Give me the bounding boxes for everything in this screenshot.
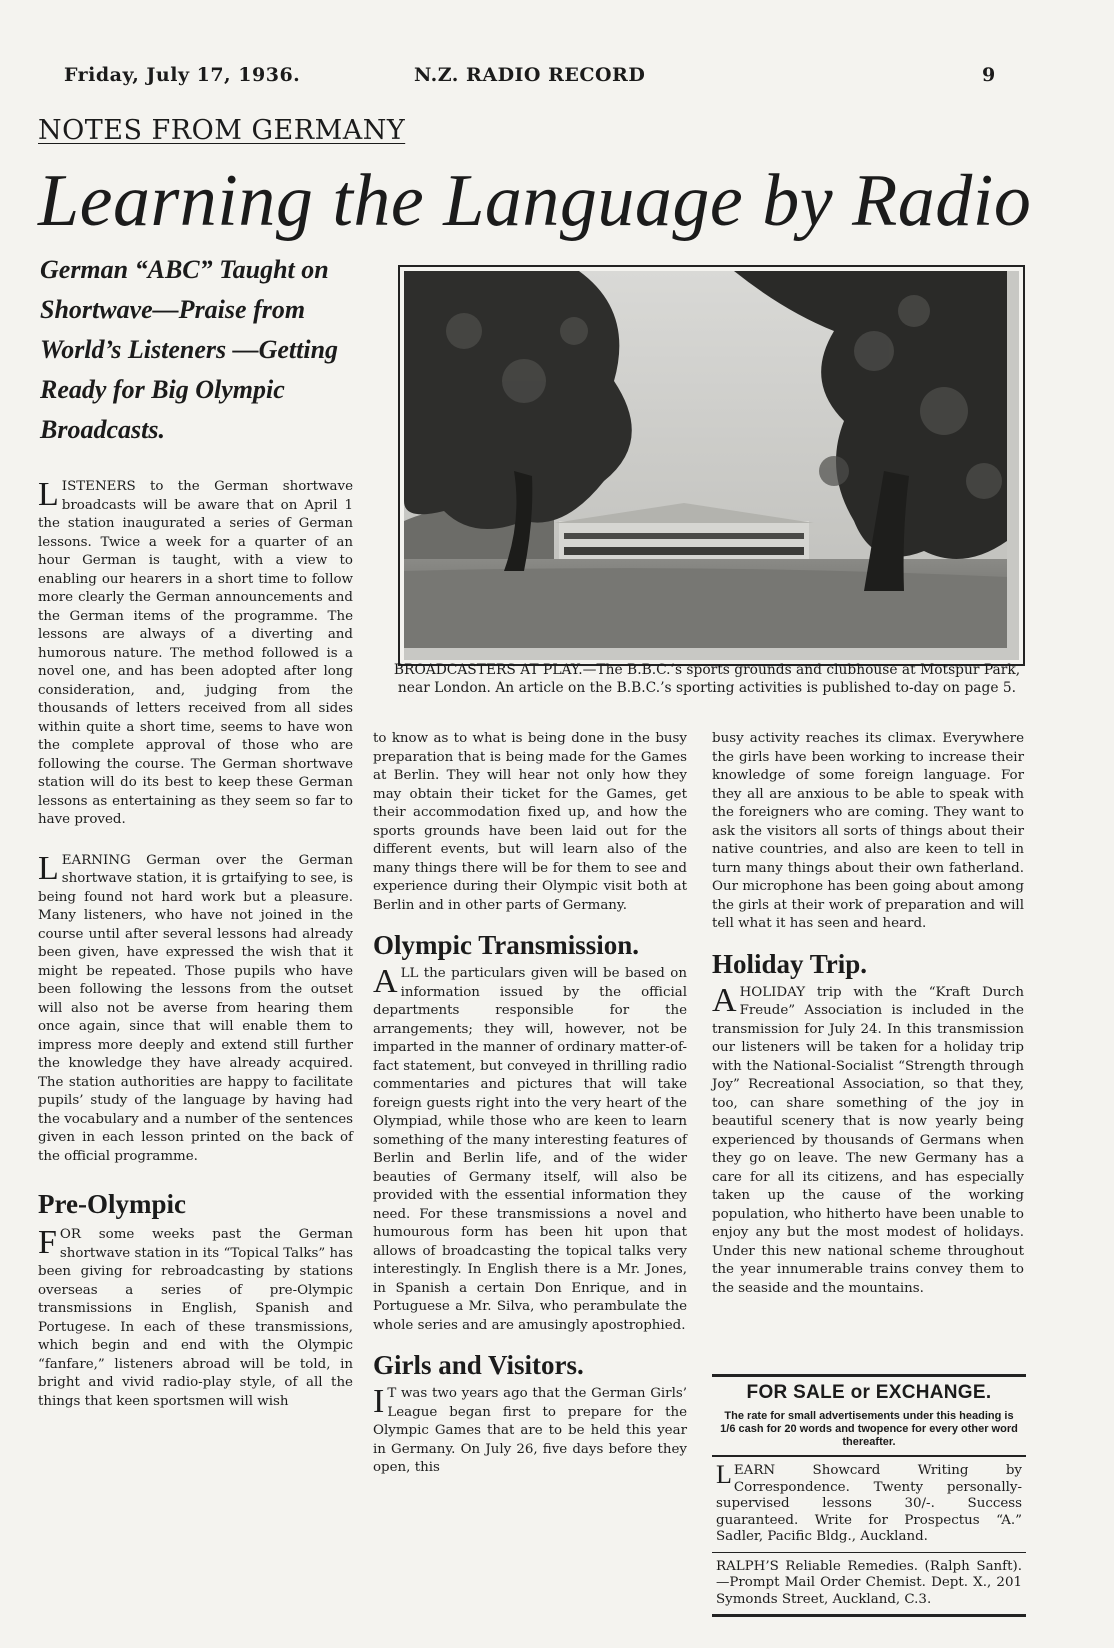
ad-text: EARN Showcard Writing by Correspondence. Twenty personally-supervised lessons 30/-. Success guaranteed. Write for Prospectus “A.” Sadler, Pacific Bldg., Auckland.: [716, 1463, 1022, 1544]
photo-frame: [398, 265, 1025, 666]
clubhouse-photo: [404, 271, 1019, 660]
column-3: [712, 730, 1024, 1298]
paragraph: busy activity reaches its climax. Everywhere the girls have been working to increase their knowledge of some foreign language. For they all are anxious to be able to speak with the foreigners who are coming. They want to ask the visitors all sorts of things about their native countries, and also are keen to tell in turn many things about their own fatherland. Our microphone has been going about among the girls at their work of preparation and will tell what it has seen and heard.: [712, 731, 1024, 931]
section-heading: Girls and Visitors.: [373, 1350, 584, 1380]
section-heading: Holiday Trip.: [712, 948, 868, 979]
headline: Learning the Language by Radio: [38, 160, 1032, 242]
section-kicker: NOTES FROM GERMANY: [38, 115, 406, 146]
paragraph: [38, 1226, 353, 1411]
caption-text: —The B.B.C.’s sports grounds and clubhouse at Motspur Park, near London. An article on the B.B.C.’s sporting activities is published to-day on page 5.: [397, 662, 1021, 696]
paragraph-text: HOLIDAY trip with the “Kraft Durch Freude” Association is included in the transmission for July 24. In this transmission our listeners will be taken for a holiday trip with the National-Socialist “Strength through Joy” Recreational Association, so that they, too, can share something of the joy in beautiful scenery that is now yearly being experienced by thousands of Germans when they go on leave. The new Germany has a care for all its citizens, and has especially taken up the cause of the working population, who hitherto have been unable to enjoy any but the most modest of holidays. Under this new national scheme throughout the year innumerable trains convey them to the seaside and the mountains.: [712, 984, 1024, 1296]
caption-lead: BROADCASTERS AT PLAY.: [393, 662, 583, 678]
column-1: [38, 478, 353, 1411]
paragraph: [373, 965, 687, 1335]
classifieds-rates: The rate for small advertisements under this heading is 1/6 cash for 20 words and twopence for every other word thereafter.: [712, 1408, 1026, 1457]
paragraph-text: ISTENERS to the German shortwave broadcasts will be aware that on April 1 the station inaugurated a series of German lessons. Twice a week for a quarter of an hour German is taught, with a view to enabling our hearers in a short time to follow more clearly the German announcements and the German items of the programme. The lessons are always of a diverting and humorous nature. The method followed is a novel one, and has been adopted after long consideration, and, judging from the thousands of letters received from all sides within quite a short time, seems to have won the complete approval of those who are following the course. The German shortwave station will do its best to keep these German lessons as entertaining as they seem so far to have proved.: [38, 479, 353, 827]
column-2: [373, 730, 687, 1478]
paragraph: [38, 849, 353, 1167]
drop-cap: L: [38, 476, 59, 513]
subheadline: German “ABC” Taught on Shortwave—Praise from World’s Listeners —Getting Ready for Big Olympic Broadcasts.: [40, 255, 339, 444]
page-number: 9: [982, 64, 996, 86]
paragraph-text: LL the particulars given will be based on information issued by the official departments responsible for the arrangements; they will, however, not be imparted in the manner of ordinary matter-of-fact statement, but conveyed in thrilling radio commentaries and pictures that will take foreign guests right into the very heart of the Olympiad, while those who are keen to learn something of the many interesting features of Berlin and Berlin life, and of the wider beauties of Germany itself, will also be provided with the essential information they need. For these transmissions a novel and humourous form has been hit upon that allows of broadcasting the topical talks very interestingly. In English there is a Mr. Jones, in Spanish a certain Don Enrique, and in Portuguese a Mr. Silva, who perambulate the whole series and are amusingly apostrophied.: [373, 966, 687, 1333]
paragraph: [712, 981, 1024, 1299]
paragraph-text: EARNING German over the German shortwave station, it is grtaifying to see, is being found not hard work but a pleasure. Many listeners, who have not joined in the course until after several lessons had already been given, have expressed the wish that it might be repeated. Those pupils who have been following the lessons from the outset will also not be averse from hearing them once again, since that will enable them to impress more deeply and extend still further the knowledge they have already acquired. The station authorities are happy to facilitate pupils’ study of the language by having had the vocabulary and a number of the sentences given in each lesson printed on the back of the official programme.: [38, 852, 353, 1164]
drop-cap: A: [712, 981, 737, 1019]
section-heading: Olympic Transmission.: [373, 930, 640, 960]
paragraph-text: OR some weeks past the German shortwave station in its “Topical Talks” has been giving for rebroadcasting by stations overseas a series of pre-Olympic transmissions in English, Spanish and Portugese. In each of these transmissions, which begin and end with the Olympic “fanfare,” listeners abroad will be told, in bright and vivid radio-play style, of all the things that keen sportsmen will wish: [38, 1227, 353, 1409]
drop-cap: F: [38, 1224, 57, 1261]
issue-date: Friday, July 17, 1936.: [64, 64, 301, 86]
paragraph: [38, 478, 353, 830]
section-heading: Pre-Olympic: [38, 1189, 186, 1219]
paragraph-text: T was two years ago that the German Girls’ League began first to prepare for the Olympic Games that are to be held this year in Germany. On July 26, five days before they open, this: [373, 1386, 687, 1475]
ad-text: RALPH’S Reliable Remedies. (Ralph Sanft).—Prompt Mail Order Chemist. Dept. X., 201 Symonds Street, Auckland, C.3.: [716, 1558, 1022, 1607]
photo-caption: [392, 662, 1022, 697]
classifieds-title: FOR SALE or EXCHANGE.: [712, 1374, 1026, 1408]
publication-name: N.Z. RADIO RECORD: [414, 64, 646, 86]
classified-ad: [712, 1553, 1026, 1618]
classifieds-box: [712, 1374, 1026, 1617]
drop-cap: A: [373, 963, 398, 1000]
drop-cap: I: [373, 1383, 385, 1420]
paragraph: [373, 1385, 687, 1478]
drop-cap: L: [716, 1460, 732, 1489]
classified-ad: [712, 1457, 1026, 1553]
drop-cap: L: [38, 849, 59, 887]
paragraph: to know as to what is being done in the busy preparation that is being made for the Games at Berlin. They will hear not only how they may obtain their ticket for the Games, get their accommodation fixed up, and how the sports grounds have been laid out for the different events, but will learn also of the many things there will be for them to see and experience during their Olympic visit both at Berlin and in other parts of Germany.: [373, 731, 687, 913]
